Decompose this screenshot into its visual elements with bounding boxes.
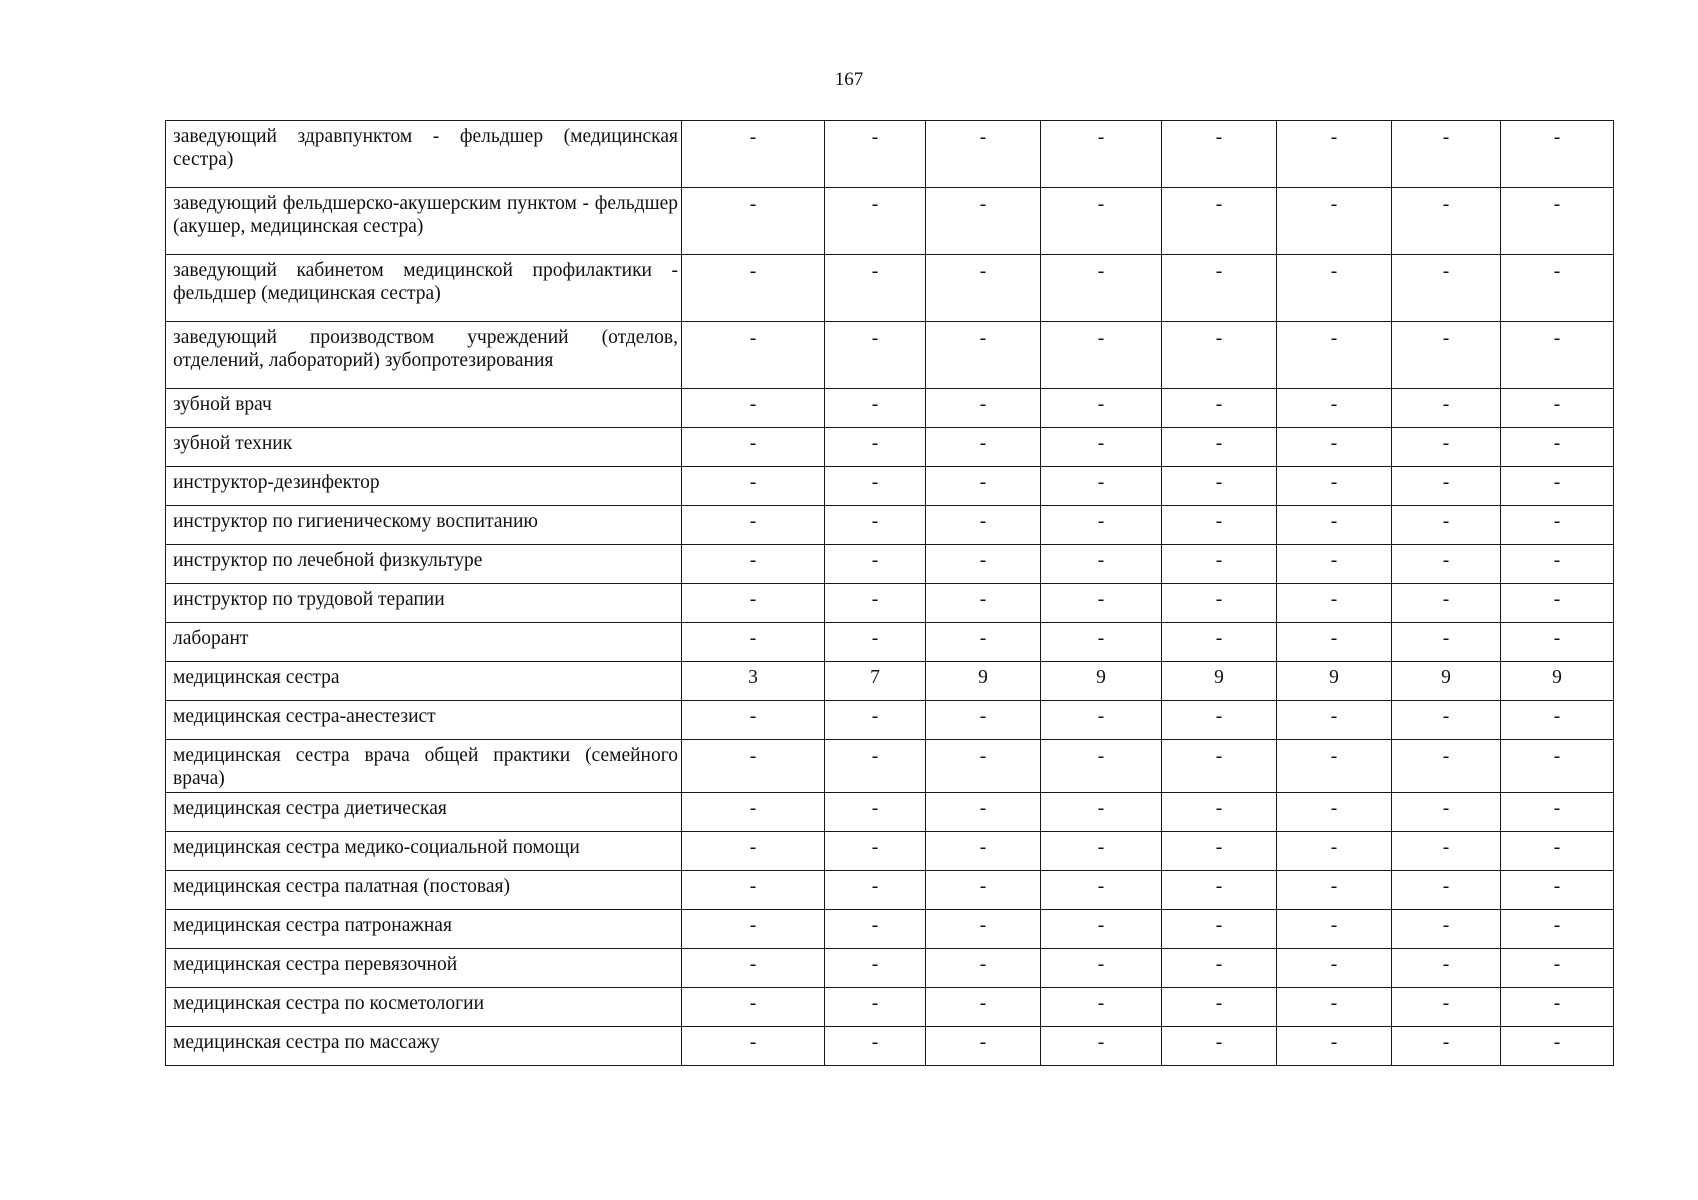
value-cell: - — [926, 793, 1041, 832]
table-row — [166, 793, 1614, 832]
value-cell: - — [1162, 584, 1277, 623]
value-cell: - — [926, 871, 1041, 910]
value-cell: - — [1392, 545, 1501, 584]
value-cell: - — [1392, 467, 1501, 506]
value-cell: - — [1162, 740, 1277, 793]
position-name-cell: медицинская сестра патронажная — [166, 910, 682, 949]
value-cell: - — [1041, 188, 1162, 255]
value-cell: - — [1277, 255, 1392, 322]
value-cell: 9 — [926, 662, 1041, 701]
value-cell: - — [1392, 1027, 1501, 1066]
value-cell: - — [682, 623, 825, 662]
value-cell: - — [1501, 701, 1614, 740]
value-cell: - — [1277, 121, 1392, 188]
value-cell: - — [1277, 910, 1392, 949]
value-cell: - — [1501, 988, 1614, 1027]
value-cell: - — [926, 467, 1041, 506]
value-cell: - — [926, 910, 1041, 949]
value-cell: - — [825, 121, 926, 188]
value-cell: - — [1041, 988, 1162, 1027]
value-cell: - — [682, 832, 825, 871]
position-name-cell: инструктор по гигиеническому воспитанию — [166, 506, 682, 545]
position-name-cell: медицинская сестра палатная (постовая) — [166, 871, 682, 910]
position-name-cell: лаборант — [166, 623, 682, 662]
value-cell: - — [682, 322, 825, 389]
position-name-cell: медицинская сестра перевязочной — [166, 949, 682, 988]
value-cell: - — [1041, 871, 1162, 910]
value-cell: - — [1041, 584, 1162, 623]
value-cell: - — [926, 584, 1041, 623]
value-cell: - — [1501, 121, 1614, 188]
position-name-cell: зубной врач — [166, 389, 682, 428]
table-row — [166, 740, 1614, 793]
value-cell: - — [926, 545, 1041, 584]
value-cell: - — [682, 428, 825, 467]
position-name-cell: инструктор-дезинфектор — [166, 467, 682, 506]
table-row — [166, 121, 1614, 188]
table-row — [166, 188, 1614, 255]
value-cell: - — [1041, 255, 1162, 322]
value-cell: - — [1041, 545, 1162, 584]
value-cell: - — [1501, 793, 1614, 832]
value-cell: - — [926, 322, 1041, 389]
value-cell: - — [1392, 584, 1501, 623]
value-cell: - — [682, 389, 825, 428]
value-cell: - — [926, 832, 1041, 871]
value-cell: - — [1162, 121, 1277, 188]
value-cell: - — [1277, 545, 1392, 584]
table-row — [166, 623, 1614, 662]
value-cell: - — [825, 793, 926, 832]
value-cell: - — [926, 121, 1041, 188]
value-cell: - — [1162, 949, 1277, 988]
value-cell: - — [1162, 1027, 1277, 1066]
value-cell: - — [1162, 701, 1277, 740]
position-name-cell: заведующий здравпунктом - фельдшер (медицинская сестра) — [166, 121, 682, 188]
value-cell: - — [1277, 322, 1392, 389]
table-row — [166, 467, 1614, 506]
value-cell: - — [1277, 584, 1392, 623]
table-row — [166, 871, 1614, 910]
value-cell: - — [926, 623, 1041, 662]
value-cell: - — [1041, 949, 1162, 988]
value-cell: - — [926, 988, 1041, 1027]
value-cell: - — [1392, 255, 1501, 322]
value-cell: - — [1501, 428, 1614, 467]
position-name-cell: медицинская сестра врача общей практики (семейного врача) — [166, 740, 682, 793]
table-row — [166, 949, 1614, 988]
value-cell: - — [1162, 506, 1277, 545]
value-cell: - — [1501, 949, 1614, 988]
value-cell: - — [1162, 545, 1277, 584]
value-cell: - — [1041, 740, 1162, 793]
value-cell: - — [1162, 389, 1277, 428]
value-cell: - — [1392, 121, 1501, 188]
value-cell: 9 — [1041, 662, 1162, 701]
value-cell: - — [1392, 871, 1501, 910]
value-cell: - — [1162, 871, 1277, 910]
table-row — [166, 988, 1614, 1027]
value-cell: - — [682, 1027, 825, 1066]
value-cell: - — [1392, 428, 1501, 467]
value-cell: - — [682, 584, 825, 623]
value-cell: - — [1162, 322, 1277, 389]
value-cell: - — [1277, 871, 1392, 910]
value-cell: - — [1501, 584, 1614, 623]
value-cell: - — [825, 506, 926, 545]
value-cell: - — [682, 255, 825, 322]
value-cell: - — [1392, 506, 1501, 545]
value-cell: - — [682, 988, 825, 1027]
value-cell: - — [682, 793, 825, 832]
value-cell: - — [1392, 740, 1501, 793]
value-cell: - — [825, 188, 926, 255]
value-cell: - — [1041, 832, 1162, 871]
value-cell: 9 — [1162, 662, 1277, 701]
table-row — [166, 701, 1614, 740]
value-cell: - — [1041, 428, 1162, 467]
value-cell: 7 — [825, 662, 926, 701]
table-row — [166, 832, 1614, 871]
value-cell: - — [1277, 623, 1392, 662]
value-cell: - — [1392, 701, 1501, 740]
value-cell: - — [1162, 793, 1277, 832]
value-cell: - — [926, 1027, 1041, 1066]
table-row — [166, 1027, 1614, 1066]
value-cell: - — [825, 428, 926, 467]
value-cell: - — [1277, 793, 1392, 832]
value-cell: - — [1392, 793, 1501, 832]
value-cell: - — [1041, 467, 1162, 506]
staff-norms-table — [165, 120, 1614, 1066]
value-cell: - — [1277, 506, 1392, 545]
value-cell: - — [1277, 701, 1392, 740]
value-cell: - — [1041, 910, 1162, 949]
value-cell: - — [926, 188, 1041, 255]
value-cell: - — [926, 255, 1041, 322]
value-cell: - — [825, 988, 926, 1027]
value-cell: - — [825, 871, 926, 910]
value-cell: - — [825, 467, 926, 506]
value-cell: - — [1162, 255, 1277, 322]
value-cell: - — [1162, 623, 1277, 662]
value-cell: - — [1041, 701, 1162, 740]
value-cell: - — [1392, 832, 1501, 871]
value-cell: - — [1041, 1027, 1162, 1066]
value-cell: - — [825, 910, 926, 949]
value-cell: - — [682, 910, 825, 949]
position-name-cell: заведующий производством учреждений (отделов, отделений, лабораторий) зубопротезирования — [166, 322, 682, 389]
value-cell: - — [1277, 467, 1392, 506]
position-name-cell: заведующий кабинетом медицинской профилактики - фельдшер (медицинская сестра) — [166, 255, 682, 322]
value-cell: 9 — [1501, 662, 1614, 701]
value-cell: - — [1392, 623, 1501, 662]
position-name-cell: медицинская сестра-анестезист — [166, 701, 682, 740]
value-cell: - — [1277, 1027, 1392, 1066]
value-cell: - — [1501, 506, 1614, 545]
value-cell: - — [825, 389, 926, 428]
value-cell: - — [1392, 322, 1501, 389]
value-cell: - — [1162, 428, 1277, 467]
value-cell: - — [926, 506, 1041, 545]
value-cell: - — [1501, 188, 1614, 255]
value-cell: - — [1501, 740, 1614, 793]
position-name-cell: медицинская сестра по косметологии — [166, 988, 682, 1027]
value-cell: - — [825, 701, 926, 740]
value-cell: - — [1277, 389, 1392, 428]
position-name-cell: заведующий фельдшерско-акушерским пунктом - фельдшер (акушер, медицинская сестра) — [166, 188, 682, 255]
value-cell: - — [1501, 910, 1614, 949]
value-cell: - — [1162, 467, 1277, 506]
value-cell: - — [825, 322, 926, 389]
value-cell: - — [825, 623, 926, 662]
value-cell: - — [1277, 740, 1392, 793]
value-cell: - — [1162, 910, 1277, 949]
value-cell: - — [1041, 506, 1162, 545]
value-cell: - — [1501, 545, 1614, 584]
position-name-cell: медицинская сестра диетическая — [166, 793, 682, 832]
table-row — [166, 584, 1614, 623]
value-cell: - — [1277, 188, 1392, 255]
table-row — [166, 662, 1614, 701]
value-cell: - — [682, 506, 825, 545]
value-cell: - — [1162, 188, 1277, 255]
value-cell: - — [926, 389, 1041, 428]
table-row — [166, 389, 1614, 428]
value-cell: - — [1162, 988, 1277, 1027]
value-cell: - — [1277, 988, 1392, 1027]
value-cell: - — [682, 701, 825, 740]
value-cell: - — [825, 255, 926, 322]
value-cell: - — [1501, 871, 1614, 910]
value-cell: - — [1392, 188, 1501, 255]
value-cell: - — [825, 584, 926, 623]
table-row — [166, 545, 1614, 584]
value-cell: - — [1392, 949, 1501, 988]
value-cell: - — [1392, 389, 1501, 428]
value-cell: - — [825, 545, 926, 584]
value-cell: - — [825, 740, 926, 793]
value-cell: - — [682, 740, 825, 793]
page-number: 167 — [834, 69, 864, 90]
value-cell: - — [825, 832, 926, 871]
value-cell: - — [1501, 322, 1614, 389]
value-cell: - — [1501, 389, 1614, 428]
value-cell: - — [682, 545, 825, 584]
value-cell: - — [926, 949, 1041, 988]
value-cell: - — [1501, 623, 1614, 662]
value-cell: - — [1501, 832, 1614, 871]
table-row — [166, 428, 1614, 467]
position-name-cell: зубной техник — [166, 428, 682, 467]
value-cell: - — [1392, 988, 1501, 1027]
value-cell: - — [926, 428, 1041, 467]
position-name-cell: медицинская сестра по массажу — [166, 1027, 682, 1066]
value-cell: - — [1277, 428, 1392, 467]
position-name-cell: инструктор по трудовой терапии — [166, 584, 682, 623]
value-cell: - — [926, 701, 1041, 740]
value-cell: - — [1162, 832, 1277, 871]
table-row — [166, 255, 1614, 322]
value-cell: - — [1041, 793, 1162, 832]
value-cell: - — [682, 949, 825, 988]
value-cell: - — [1041, 121, 1162, 188]
value-cell: - — [1277, 832, 1392, 871]
table-row — [166, 506, 1614, 545]
value-cell: 3 — [682, 662, 825, 701]
value-cell: 9 — [1392, 662, 1501, 701]
position-name-cell: инструктор по лечебной физкультуре — [166, 545, 682, 584]
value-cell: - — [1277, 949, 1392, 988]
value-cell: - — [926, 740, 1041, 793]
position-name-cell: медицинская сестра — [166, 662, 682, 701]
value-cell: - — [1501, 255, 1614, 322]
value-cell: 9 — [1277, 662, 1392, 701]
value-cell: - — [1392, 910, 1501, 949]
value-cell: - — [1501, 1027, 1614, 1066]
value-cell: - — [682, 188, 825, 255]
value-cell: - — [682, 467, 825, 506]
table-body — [166, 121, 1614, 1066]
table-row — [166, 910, 1614, 949]
value-cell: - — [682, 871, 825, 910]
value-cell: - — [1041, 322, 1162, 389]
value-cell: - — [825, 949, 926, 988]
value-cell: - — [1041, 389, 1162, 428]
table-row — [166, 322, 1614, 389]
position-name-cell: медицинская сестра медико-социальной помощи — [166, 832, 682, 871]
value-cell: - — [825, 1027, 926, 1066]
value-cell: - — [682, 121, 825, 188]
value-cell: - — [1501, 467, 1614, 506]
value-cell: - — [1041, 623, 1162, 662]
